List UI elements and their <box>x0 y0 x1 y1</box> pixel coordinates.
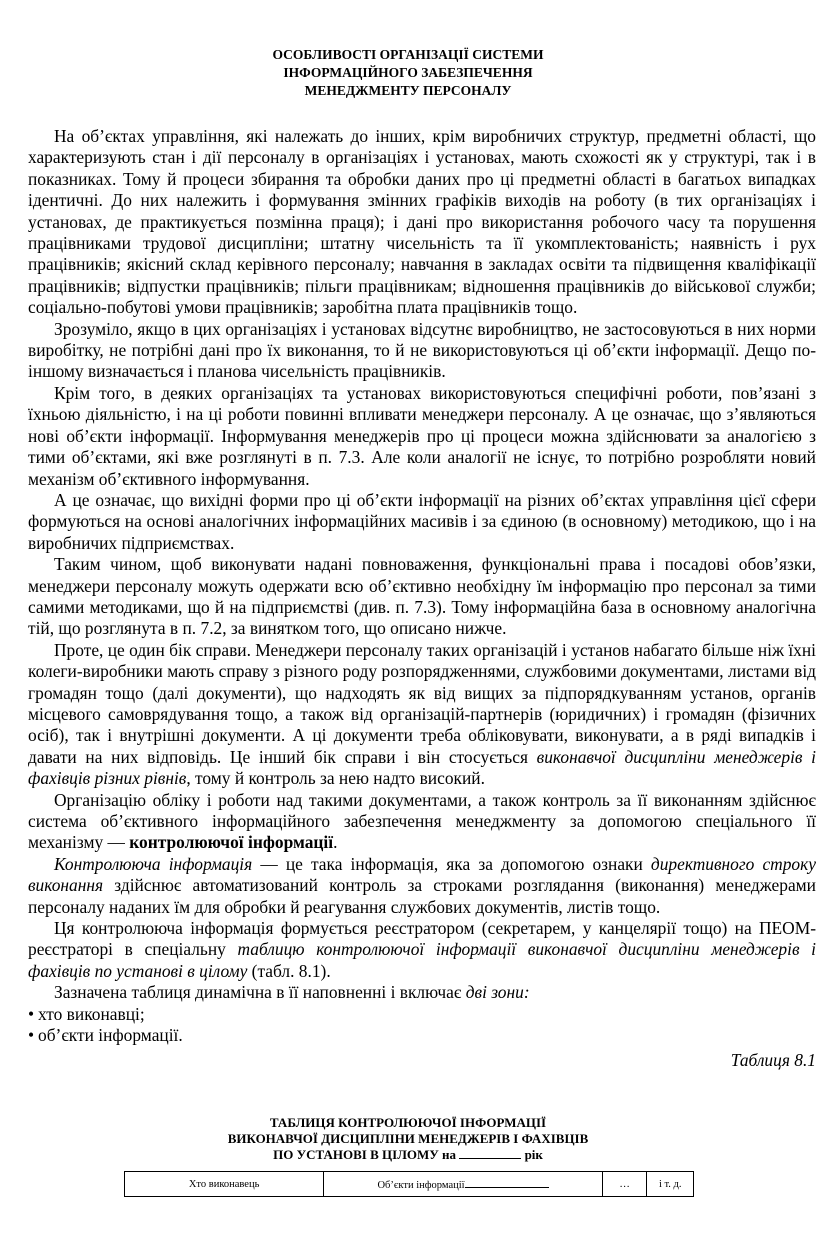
header-cell-etc: і т. д. <box>647 1172 694 1197</box>
paragraph-1: На об’єктах управління, які належать до інших, крім виробничих структур, предметні області, що характеризують стан і дії персоналу в організаціях і установах, мають схожості як у структурі, так і в показниках. Тому й процеси збирання та обробки даних про ці предметні області в багатьох випадках ідентичні. До них належить і формування змінних графіків виходів на роботу (в тих організаціях і установах, де практикується позмінна праця); і дані про використання робочого часу та порушення працівниками трудової дисципліни; штатну чисельність та її укомплектованість; наявність і рух працівників; якісний склад керівного персоналу; навчання в закладах освіти та підвищення кваліфікації працівників; відпустки працівників; пільги працівникам; відношення працівників до військової служби; соціально-побутові умови працівників; заробітна плата працівників тощо. <box>28 126 816 318</box>
title-line-3: МЕНЕДЖМЕНТУ ПЕРСОНАЛУ <box>304 83 512 98</box>
table-title-line-1: ТАБЛИЦЯ КОНТРОЛЮЮЧОЇ ІНФОРМАЦІЇ <box>269 1115 547 1130</box>
control-info-table <box>124 1171 694 1197</box>
title-line-2: ІНФОРМАЦІЙНОГО ЗАБЕЗПЕЧЕННЯ <box>283 65 533 80</box>
bullet-item-objects <box>28 1025 816 1046</box>
paragraph-3: Крім того, в деяких організаціях та установах використовуються специфічні роботи, пов’язані з їхньою діяльністю, і на ці роботи повинні впливати менеджери персоналу. А це означає, що з’являються нові об’єкти інформації. Інформування менеджерів про ці процеси можна здійснювати за аналогією з тими об’єктами, які вже розглянуті в п. 7.3. Але коли аналогії не існує, то потрібно розробляти новий механізм об’єктивного інформування. <box>28 382 816 489</box>
paragraph-6-italic: виконавчої дисципліни менеджерів і фахівців різних рівнів <box>28 746 816 789</box>
paragraph-6-tail: , тому й контроль за нею надто високий. <box>186 768 485 789</box>
paragraph-7-text: Організацію обліку і роботи над такими документами, а також контроль за її виконанням здійснює система об’єктивного інформаційного забезпечення менеджменту за допомогою спеціального її механізму — <box>28 789 816 853</box>
paragraph-4: А це означає, що вихідні форми про ці об’єкти інформації на різних об’єктах управління цієї сфери формуються на основі аналогічних інформаційних масивів і за єдиною (в основному) методикою, що і на виробничих підприємствах. <box>28 489 816 553</box>
paragraph-8-tail: здійснює автоматизований контроль за строками розглядання (виконання) менеджерами персоналу наданих їм для обробки й реагування службових документів, листів тощо. <box>28 875 816 917</box>
paragraph-9-text: Ця контролююча інформація формується реєстратором (секретарем, у канцелярії тощо) на ПЕОМ-реєстраторі в спеціальну <box>28 918 816 960</box>
header-cell-executor: Хто виконавець <box>125 1172 324 1197</box>
paragraph-6-text: Проте, це один бік справи. Менеджери персоналу таких організацій і установ набагато більше ніж їхні колеги-виробники мають справу з різного роду розпорядженнями, службовими документами, листами від громадян тощо (далі документи), що надходять як від вищих за підпорядкуванням установ, органів місцевого самоврядування тощо, а також від організацій-партнерів (юридичних) і громадян (фізичних осіб), так і внутрішні документи. А ці документи треба обліковувати, виконувати, а в ряді випадків і давати на них відповідь. Це інший бік справи і він стосується <box>28 639 816 767</box>
document-title <box>0 46 816 100</box>
table-header-row <box>125 1172 694 1197</box>
paragraph-8-text: — це така інформація, яка за допомогою ознаки <box>252 853 651 874</box>
header-cell-ellipsis: … <box>602 1172 647 1197</box>
paragraph-9-tail: (табл. 8.1). <box>247 960 331 981</box>
paragraph-8-italic: директивного строку виконання <box>28 853 816 896</box>
paragraph-5: Таким чином, щоб виконувати надані повноваження, функціональні права і посадові обов’язки, менеджери персоналу можуть одержати всю об’єктивно необхідну їм інформацію про персонал за тими самими методиками, що й на підприємстві (див. п. 7.3). Тому інформаційна база в основному аналогічна тій, що розглянута в п. 7.2, за винятком того, що описано нижче. <box>28 554 816 639</box>
paragraph-8 <box>28 854 816 918</box>
bullet-text-executors: хто виконавці; <box>38 1003 145 1024</box>
header-cell-objects <box>324 1172 603 1197</box>
paragraph-7 <box>28 790 816 854</box>
paragraph-7-tail: . <box>333 832 338 853</box>
table-title-line-3 <box>0 1147 816 1163</box>
bullet-icon: • <box>28 1025 35 1046</box>
table-title-line-2: ВИКОНАВЧОЇ ДИСЦИПЛІНИ МЕНЕДЖЕРІВ І ФАХІВЦІВ <box>227 1131 589 1146</box>
paragraph-6 <box>28 640 816 790</box>
paragraph-7-bold: контролюючої інформації <box>129 832 334 853</box>
paragraph-8-term: Контролююча інформація <box>54 853 253 874</box>
header-cell-objects-label: Об’єкти інформації <box>377 1179 465 1191</box>
table-title-line-3-text: ПО УСТАНОВІ В ЦІЛОМУ на <box>273 1147 457 1162</box>
paragraph-10 <box>28 982 816 1003</box>
paragraph-9-italic: таблицю контролюючої інформації виконавчої дисципліни менеджерів і фахівців по установі в цілому <box>28 939 816 981</box>
bullet-item-executors <box>28 1004 816 1025</box>
table-title <box>0 1115 816 1163</box>
title-line-1: ОСОБЛИВОСТІ ОРГАНІЗАЦІЇ СИСТЕМИ <box>272 47 544 62</box>
objects-blank-line <box>465 1178 549 1188</box>
bullet-text-objects: об’єкти інформації. <box>38 1025 183 1046</box>
bullet-icon: • <box>28 1003 35 1024</box>
paragraph-10-italic: дві зони: <box>465 982 530 1003</box>
paragraph-9 <box>28 918 816 982</box>
table-title-year-label: рік <box>524 1147 543 1162</box>
paragraph-10-text: Зазначена таблиця динамічна в її наповненні і включає <box>54 982 466 1003</box>
year-blank-line <box>459 1147 521 1159</box>
table-caption: Таблиця 8.1 <box>730 1050 816 1071</box>
paragraph-2: Зрозуміло, якщо в цих організаціях і установах відсутнє виробництво, не застосовуються в них норми виробітку, не потрібні дані про їх виконання, то й не використовуються ці об’єкти інформації. Дещо по-іншому визначається і планова чисельність працівників. <box>28 318 816 382</box>
document-body <box>28 126 816 1072</box>
